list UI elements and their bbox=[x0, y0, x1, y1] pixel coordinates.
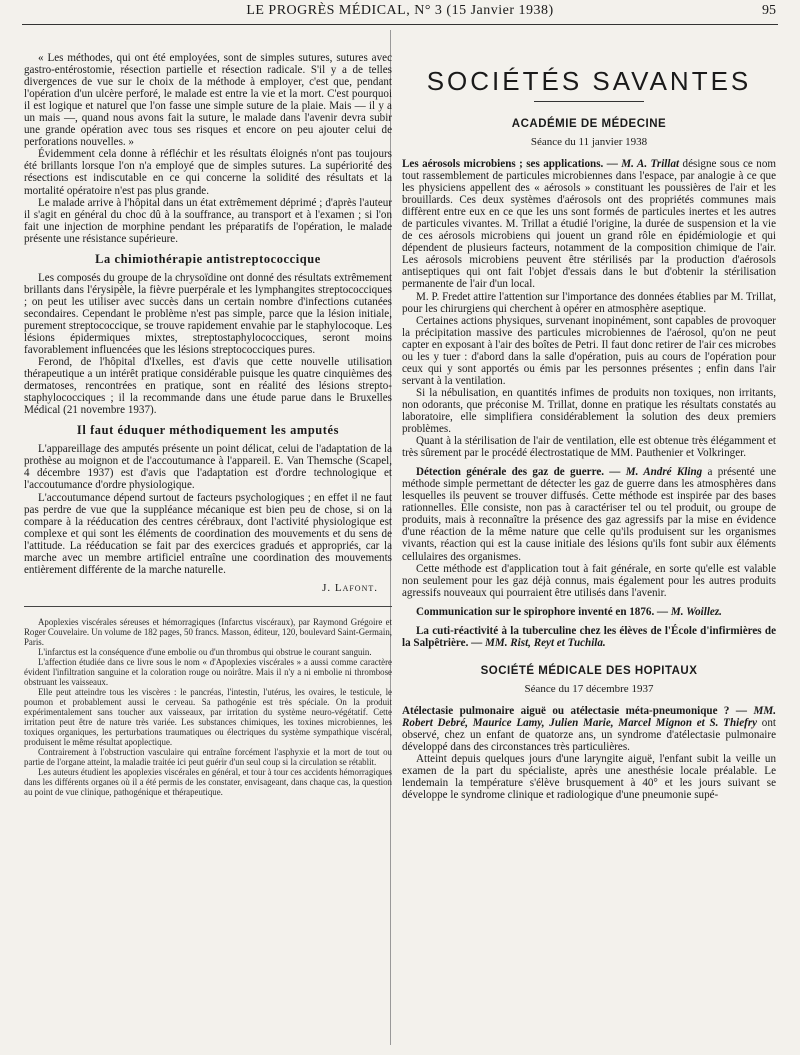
entry-title: Atélectasie pulmonaire aiguë ou atélectasie méta-pneumonique ? — bbox=[402, 704, 748, 717]
entry-title: Les aérosols microbiens ; ses applications. — bbox=[402, 158, 618, 170]
banner-rule bbox=[534, 101, 644, 102]
entry-title: Communication sur le spirophore inventé en 1876. bbox=[416, 605, 655, 618]
book-review bbox=[24, 617, 392, 797]
right-column bbox=[402, 60, 776, 801]
seance-date: Séance du 11 janvier 1938 bbox=[530, 136, 648, 148]
section-heading-amputes: Il faut éduquer méthodiquement les amputés bbox=[76, 423, 340, 438]
author-signature: J. Lafont. bbox=[322, 581, 378, 594]
review-paragraph: L'infarctus est la conséquence d'une embolie ou d'un thrombus qui obstrue le courant sanguin. bbox=[38, 646, 372, 657]
body-paragraph: L'appareillage des amputés présente un point délicat, celui de l'adaptation de la prothèse au moignon et de l'accoutumance à l'appareil. E. Van Themsche (Scapel, 4 décembre 1937) est d'avis que l'adaptation est d'ordre technologique et l'accoutumance d'ordre physiologique. bbox=[24, 443, 392, 492]
body-paragraph: Les composés du groupe de la chrysoïdine ont donné des résultats extrêmement brillants dans l'érysipèle, la fièvre puerpérale et les lymphangites streptococciques ; on peut les utiliser avec succès dans un certain nombre d'infections cutanées secondaires. Cependant le problème n'est pas simple, parce que la lésion initiale, purement streptococcique, se trouve rapidement envahie par le staphylocoque. Les lésions épidermiques mixtes, streptostaphylococciques, seront moins favorablement influencées que les lésions streptococciques pures. bbox=[24, 271, 392, 357]
intro-paragraph: Évidemment cela donne à réfléchir et les résultats éloignés n'ont pas toujours été brillants lorsque l'on n'a employé que de simples sutures. La supériorité des résections est indiscutable en ce qui concerne la solidité des résultats et la mortalité opératoire n'est pas plus grande. bbox=[24, 148, 392, 197]
review-paragraph: Contrairement à l'obstruction vasculaire qui entraîne forcément l'asphyxie et la mort de tout ou partie de l'organe atteint, la maladie traitée ici peut guérir d'un seul coup si la circulation se rétablit. bbox=[24, 746, 392, 767]
left-column bbox=[24, 52, 392, 797]
entry-author: M. A. Trillat bbox=[621, 158, 680, 170]
body-paragraph: L'accoutumance dépend surtout de facteurs psychologiques ; en effet il ne faut pas perdre de vue que la suppléance mécanique est bien peu de chose, si on la compare à la rééducation des centres cérébraux, dont l'activité physiologique est complexe et qui sont les éléments de coordination des mouvements et du sens de l'attitude. La rééducation se fait par des exercices gradués et appropriés, car la marche avec un membre artificiel entraîne une coordination des mouvements entièrement différente de la marche naturelle. bbox=[24, 491, 392, 576]
header-rule bbox=[22, 24, 778, 25]
entry-author: MM. Rist, Reyt et Tuchila. bbox=[485, 636, 606, 649]
entry-author: M. André Kling bbox=[625, 466, 703, 479]
smh-heading: SOCIÉTÉ MÉDICALE DES HOPITAUX bbox=[480, 664, 698, 677]
entry-author: — M. Woillez. bbox=[657, 605, 722, 618]
review-paragraph: Apoplexies viscérales séreuses et hémorragiques (Infarctus viscéraux), par Raymond Grégoire et Roger Couvelaire. Un volume de 182 pages, 50 francs. Masson, éditeur, 120, boulevard Saint-Germain, Paris. bbox=[24, 616, 392, 647]
section-banner: SOCIÉTÉS SAVANTES bbox=[426, 66, 752, 96]
entry-cuti bbox=[402, 625, 776, 649]
entry-spirophore bbox=[402, 606, 776, 618]
entry-title: Détection générale des gaz de guerre. — bbox=[416, 466, 621, 479]
academie-heading: ACADÉMIE DE MÉDECINE bbox=[511, 118, 667, 130]
entry-text: désigne sous ce nom tout rassemblement de particules microbiennes dans l'espace, par analogie à ce que les physiciens appellent des « aérosols » constituant les poussières de l'air et les brouillards. Ces deux systèmes d'aérosols ont des propriétés communes mais diffèrent entre eux en ce que les uns sont formés de particules inertes et les autres de particules vivantes. M. Trillat a étudié l'origine, la durée de suspension et la vie de ces aérosols microbiens qui jouent un grand rôle en épidémiologie et qui dépendent de plusieurs facteurs, notamment de la composition chimique de l'air. Les aérosols microbiens peuvent être stérilisés par la production d'aérosols antiseptiques qui ont fait l'objet d'essais dans le but d'obtenir la stérilisation permanente de l'air d'un local. bbox=[402, 158, 776, 291]
entry-atelectasie bbox=[402, 705, 776, 753]
entry-text: a présenté une méthode simple permettant de détecter les gaz de guerre dans les atmosphères dans lesquelles ils peuvent se trouver diffusés. Cette méthode est inspirée par des bases rationnelles. Elle consiste, non pas à caractériser tel ou tel produit, ou groupe de produits, mais à reconnaître la présence des gaz agressifs par la mise en évidence d'une réaction de la même nature que celle qu'ils produisent sur les organismes vivants, réaction qui est la cause initiale des lésions qu'ils font subir aux éléments cellulaires des organismes. bbox=[402, 466, 776, 563]
body-paragraph: Ferond, de l'hôpital d'Ixelles, est d'avis que cette nouvelle utilisation thérapeutique a un intérêt pratique considérable puisque les quatre cinquièmes des dermatoses, rencontrées en pratique, sont en réalité des lésions strepto-staphylococciques ; il la recommande dans une étude parue dans le Bruxelles Médical (21 novembre 1937). bbox=[24, 356, 392, 417]
entry-title: La cuti-réactivité à la tuberculine chez les élèves de l'École d'infirmières de la Salpêtrière. — bbox=[402, 624, 776, 649]
body-paragraph: Atteint depuis quelques jours d'une laryngite aiguë, l'enfant subit la veille un examen de la part du spécialiste, après une anesthésie locale préalable. Le lendemain la température s'élève brusquement à 40° et les jours suivant se développe le syndrome clinique et radiologique d'une pneumonie supé- bbox=[402, 753, 776, 802]
page-header bbox=[22, 3, 778, 25]
seance-date: Séance du 17 décembre 1937 bbox=[524, 682, 654, 695]
review-paragraph: Les auteurs étudient les apoplexies viscérales en général, et tour à tour ces accidents hémorragiques dans les différents organes où il a été permis de les constater, envisageant, dans chaque cas, la question au point de vue clinique, pathogénique et thérapeutique. bbox=[24, 766, 392, 797]
journal-title: LE PROGRÈS MÉDICAL, N° 3 (15 Janvier 1938) bbox=[246, 3, 554, 18]
intro-paragraph: Le malade arrive à l'hôpital dans un état extrêmement déprimé ; d'après l'auteur il s'agit en général du choc dû à la souffrance, au transport et à l'examen ; si l'on fait une injection de morphine pendant les préparatifs de l'opération, le malade présente une résistance supérieure. bbox=[24, 196, 392, 245]
section-divider bbox=[24, 606, 392, 607]
review-paragraph: L'affection étudiée dans ce livre sous le nom « d'Apoplexies viscérales » a aussi comme caractère évident l'infiltration sanguine et la coloration rouge ou noirâtre. Mais il n'y a ni embolie ni thrombose obstruant les vaisseaux. bbox=[24, 656, 392, 687]
section-heading-chimiotherapie: La chimiothérapie antistreptococcique bbox=[95, 251, 321, 266]
entry-author: MM. Robert Debré, Maurice Lamy, Julien Marie, Marcel Mignon et S. Thiefry bbox=[402, 704, 776, 729]
intro-paragraph: « Les méthodes, qui ont été employées, sont de simples sutures, sutures avec gastro-entérostomie, résection partielle et résection radicale. S'il y a de telles divergences de vue sur le choix de la méthode à employer, c'est que, pendant l'opération d'un ulcère perforé, le malade est entre la vie et la mort. C'est pourquoi il est logique et naturel que l'on fasse une simple suture de la plaie. Mais — il y a un mais —, quand nous avons fait la suture, le malade dans l'avenir devra subir une grande opération avec tous ses risques et encore on peu ajouter celui de perforations nouvelles. » bbox=[24, 52, 392, 149]
body-paragraph: Quant à la stérilisation de l'air de ventilation, elle est obtenue très élégamment et très sûrement par le procédé électrostatique de MM. Pauthenier et Volkringer. bbox=[402, 435, 776, 460]
entry-gaz bbox=[402, 466, 776, 562]
body-paragraph: Cette méthode est d'application tout à fait générale, en sorte qu'elle est valable non seulement pour les gaz déjà connus, mais également pour les autres produits agressifs nouveaux qui pourraient être utilisés dans l'avenir. bbox=[402, 562, 776, 599]
body-paragraph: M. P. Fredet attire l'attention sur l'importance des données établies par M. Trillat, pour les chirurgiens qui cherchent à opérer en atmosphère aseptique. bbox=[402, 290, 776, 315]
entry-text: ont observé, chez un enfant de quatorze ans, un syndrome d'atélectasie pulmonaire développé dans des circonstances très particulières. bbox=[402, 716, 776, 753]
body-paragraph: Si la nébulisation, en quantités infimes de produits non toxiques, non irritants, non odorants, que préconise M. Trillat, donne en pratique les résultats constatés au laboratoire, elle simplifiera considérablement la solution des deux premiers problèmes. bbox=[402, 386, 776, 436]
entry-aerosols bbox=[402, 158, 776, 291]
body-paragraph: Certaines actions physiques, survenant inopinément, sont capables de provoquer la précipitation massive des particules microbiennes de l'aérosol, qu'on ne peut capter en exposant à l'air des boîtes de Petri. Il faut donc retirer de l'air ces microbes ou les y tuer : d'abord dans la salle d'opération, puis au cours de l'opération pour ceux qui y sont apportés ou émis par les personnes présentes ; enfin dans l'air servant à la ventilation. bbox=[402, 314, 776, 387]
page-number: 95 bbox=[762, 3, 776, 18]
review-paragraph: Elle peut atteindre tous les viscères : le pancréas, l'intestin, l'utérus, les ovaires, le testicule, le poumon et probablement aussi le cerveau. Sa pathogénie est très spéciale. On la produit expérimentalement sans toucher aux vaisseaux, par irritation du système neuro-végétatif. Cette irritation peut être de nature très variée. Les substances chimiques, les toxines microbiennes, les toxiques organiques, les perturbations traumatiques ou électriques du système sympathique viscéral, produisent le même résultat apoplectique. bbox=[24, 686, 392, 747]
